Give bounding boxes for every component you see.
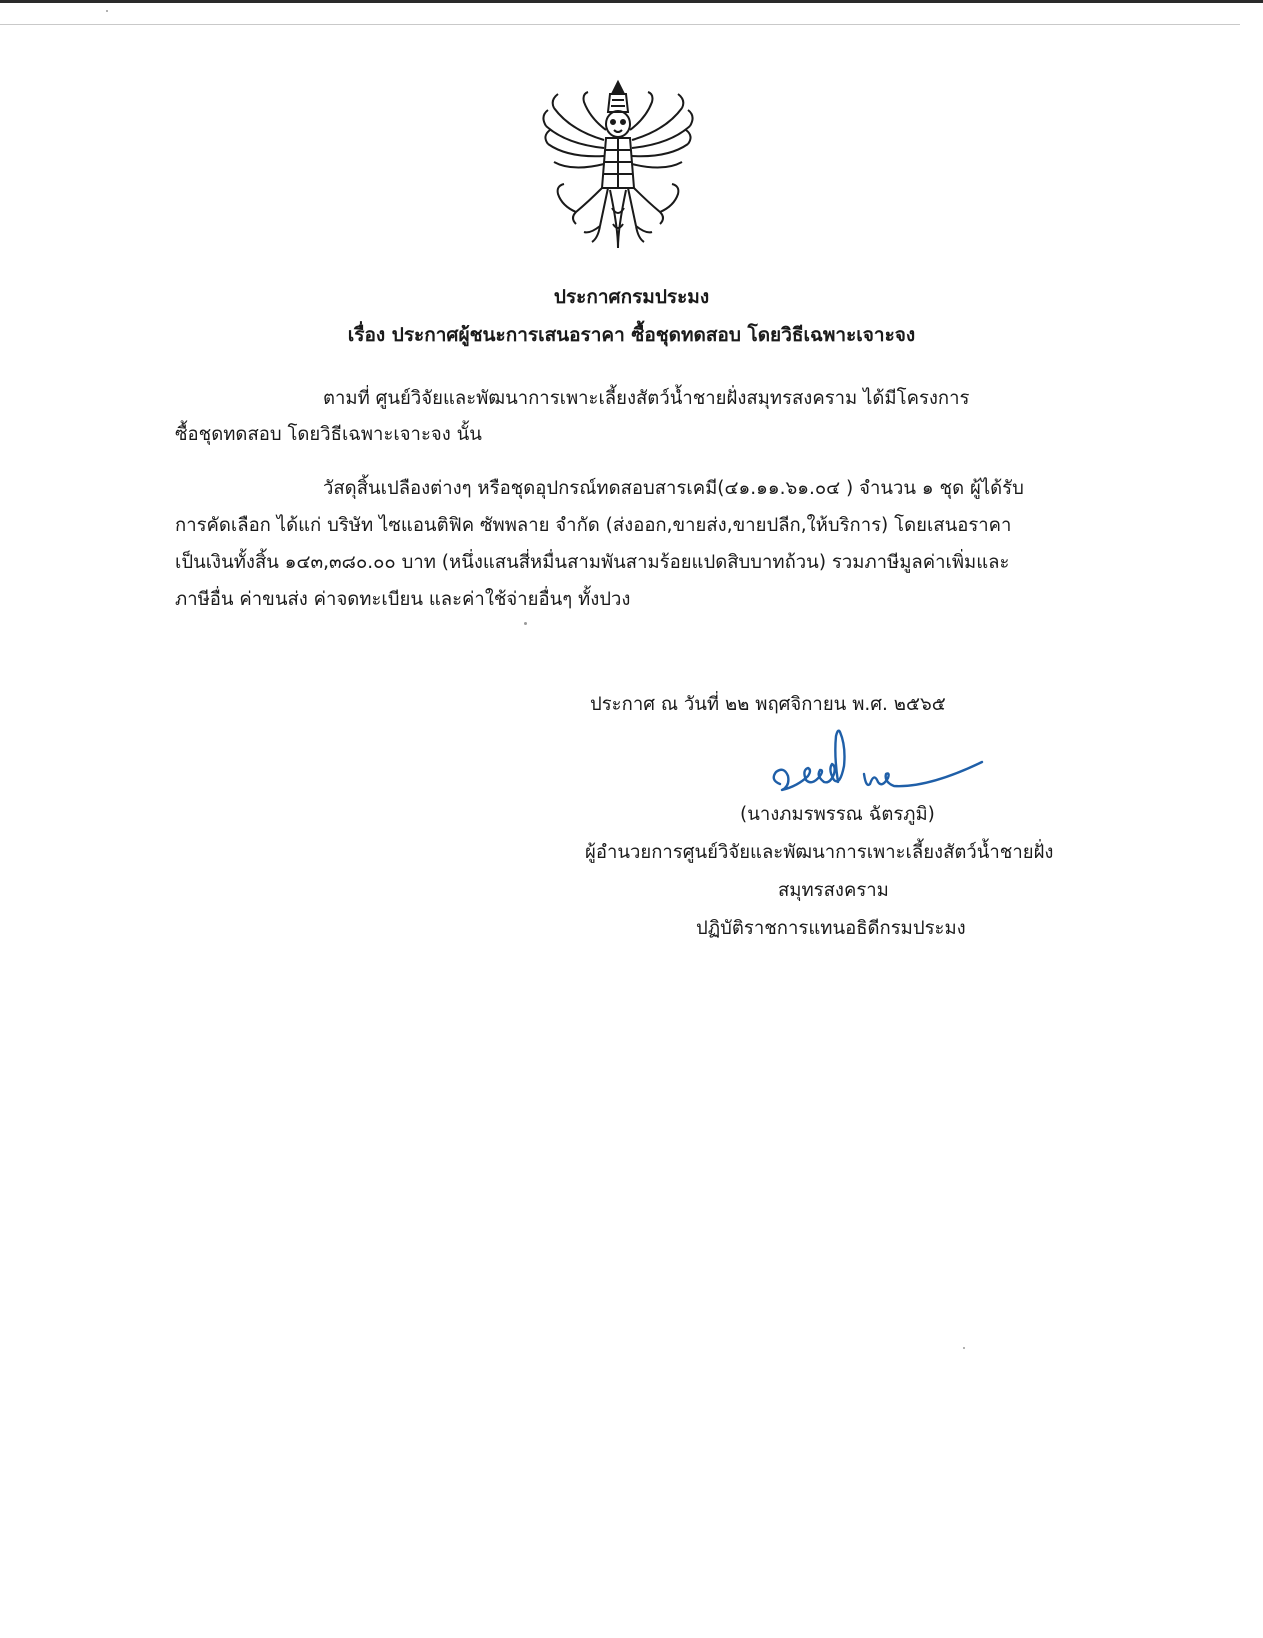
scan-speck [963,1347,965,1349]
paragraph-2-line-3: เป็นเงินทั้งสิ้น ๑๔๓,๓๘๐.๐๐ บาท (หนึ่งแสนสี่หมื่นสามพันสามร้อยแปดสิบบาทถ้วน) รวมภาษีมูลค่าเพิ่มและ [175,552,1010,573]
garuda-emblem-icon [540,78,696,252]
paragraph-2-line-2: การคัดเลือก ได้แก่ บริษัท ไซแอนติฟิค ซัพพลาย จำกัด (ส่งออก,ขายส่ง,ขายปลีก,ให้บริการ) โดยเสนอราคา [175,515,1012,536]
signatory-position-3: ปฏิบัติราชการแทนอธิดีกรมประมง [696,918,966,939]
announcement-subject: เรื่อง ประกาศผู้ชนะการเสนอราคา ซื้อชุดทดสอบ โดยวิธีเฉพาะเจาะจง [347,324,916,346]
handwritten-signature [768,726,988,810]
paragraph-2-line-1: วัสดุสิ้นเปลืองต่างๆ หรือชุดอุปกรณ์ทดสอบสารเคมี(๔๑.๑๑.๖๑.๐๔ ) จำนวน ๑ ชุด ผู้ได้รับ [323,478,1024,499]
signatory-position-2: สมุทรสงคราม [778,880,889,901]
scan-edge [0,0,1263,3]
scan-speck [106,10,108,12]
announce-date: ประกาศ ณ วันที่ ๒๒ พฤศจิกายน พ.ศ. ๒๕๖๕ [590,694,946,715]
paragraph-1-line-1: ตามที่ ศูนย์วิจัยและพัฒนาการเพาะเลี้ยงสัตว์น้ำชายฝั่งสมุทรสงคราม ได้มีโครงการ [323,388,970,409]
signatory-position-1: ผู้อำนวยการศูนย์วิจัยและพัฒนาการเพาะเลี้ยงสัตว์น้ำชายฝั่ง [585,842,1054,863]
signatory-name: (นางภมรพรรณ ฉัตรภูมิ) [740,804,935,825]
scan-speck [524,622,527,625]
paragraph-1-line-2: ซื้อชุดทดสอบ โดยวิธีเฉพาะเจาะจง นั้น [175,424,482,445]
announcement-title: ประกาศกรมประมง [553,286,710,308]
scan-line [0,24,1240,25]
paragraph-2-line-4: ภาษีอื่น ค่าขนส่ง ค่าจดทะเบียน และค่าใช้จ่ายอื่นๆ ทั้งปวง [175,589,631,610]
